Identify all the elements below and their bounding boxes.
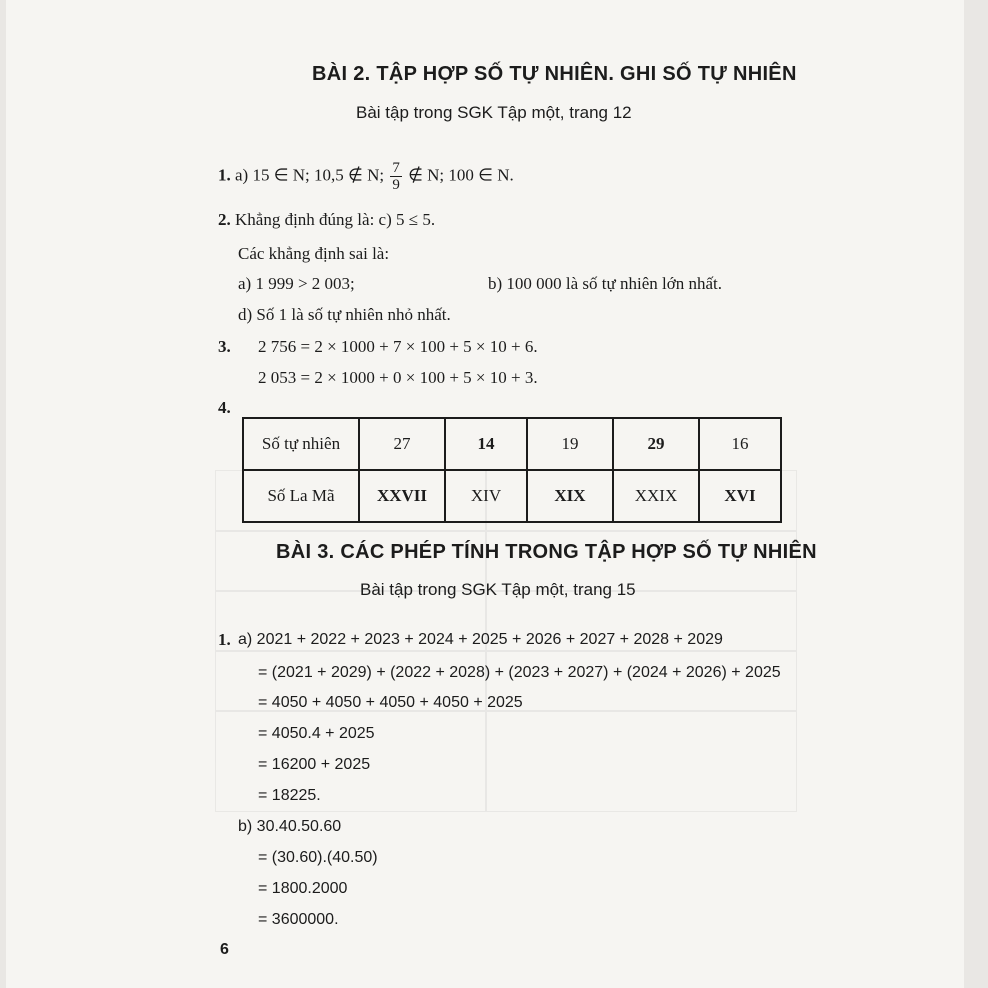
ex2-item-d: d) Số 1 là số tự nhiên nhỏ nhất. xyxy=(238,305,451,324)
ex1-text-after: ∉ N; 100 ∈ N. xyxy=(408,165,514,185)
ex1a-line-5: = 16200 + 2025 xyxy=(258,756,371,773)
table-cell: XVI xyxy=(699,470,781,522)
ex-number: 2. xyxy=(218,210,231,229)
table-cell: 27 xyxy=(359,418,445,470)
fraction-denominator: 9 xyxy=(392,177,400,193)
ex-part-label: a) xyxy=(235,165,249,185)
ex1a-line-4: = 4050.4 + 2025 xyxy=(258,725,375,742)
table-cell: XIV xyxy=(445,470,527,522)
ex1a-line-2: = (2021 + 2029) + (2022 + 2028) + (2023 + 2027) + (2024 + 2026) + 2025 xyxy=(258,664,781,681)
ex2-wrong-intro: Các khẳng định sai là: xyxy=(238,244,390,263)
table-cell: 19 xyxy=(527,418,613,470)
ex2-item-a: a) 1 999 > 2 003; xyxy=(238,274,355,293)
lesson2-ex2-line1 xyxy=(218,210,435,230)
fraction xyxy=(390,160,402,193)
table-row xyxy=(243,418,781,470)
ex1b-line-4: = 3600000. xyxy=(258,911,339,928)
table-row-header: Số tự nhiên xyxy=(243,418,359,470)
lesson2-ex1 xyxy=(218,160,514,193)
ex-number: 3. xyxy=(218,337,231,356)
table-row xyxy=(243,470,781,522)
ex-number: 4. xyxy=(218,398,231,417)
ex1a-line-1: a) 2021 + 2022 + 2023 + 2024 + 2025 + 2026 + 2027 + 2028 + 2029 xyxy=(238,631,723,648)
ex2-item-b: b) 100 000 là số tự nhiên lớn nhất. xyxy=(488,274,722,293)
ex2-correct-statement: Khẳng định đúng là: c) 5 ≤ 5. xyxy=(235,210,436,229)
ex1a-line-3: = 4050 + 4050 + 4050 + 4050 + 2025 xyxy=(258,694,523,711)
roman-numeral-table xyxy=(242,417,782,523)
table-cell: XXVII xyxy=(359,470,445,522)
ex-number: 1. xyxy=(218,165,231,185)
ex-number: 1. xyxy=(218,630,231,649)
ex3-line2: 2 053 = 2 × 1000 + 0 × 100 + 5 × 10 + 3. xyxy=(258,368,538,387)
ex3-line1: 2 756 = 2 × 1000 + 7 × 100 + 5 × 10 + 6. xyxy=(258,337,538,356)
fraction-numerator: 7 xyxy=(392,160,400,176)
lesson3-subtitle: Bài tập trong SGK Tập một, trang 15 xyxy=(360,580,636,599)
table-cell: 14 xyxy=(445,418,527,470)
lesson2-subtitle: Bài tập trong SGK Tập một, trang 12 xyxy=(356,103,632,122)
table-cell: XIX xyxy=(527,470,613,522)
ex1-text-before: 15 ∈ N; 10,5 ∉ N; xyxy=(252,165,385,185)
table-cell: 16 xyxy=(699,418,781,470)
lesson3-title: BÀI 3. CÁC PHÉP TÍNH TRONG TẬP HỢP SỐ TỰ NHIÊN xyxy=(276,541,817,563)
page-number: 6 xyxy=(220,941,229,958)
table-row-header: Số La Mã xyxy=(243,470,359,522)
ex1b-line-2: = (30.60).(40.50) xyxy=(258,849,378,866)
table-cell: XXIX xyxy=(613,470,699,522)
ex1b-line-1: b) 30.40.50.60 xyxy=(238,818,342,835)
ex1a-line-6: = 18225. xyxy=(258,787,321,804)
table-cell: 29 xyxy=(613,418,699,470)
ex1b-line-3: = 1800.2000 xyxy=(258,880,348,897)
lesson2-title: BÀI 2. TẬP HỢP SỐ TỰ NHIÊN. GHI SỐ TỰ NHIÊN xyxy=(312,63,797,85)
